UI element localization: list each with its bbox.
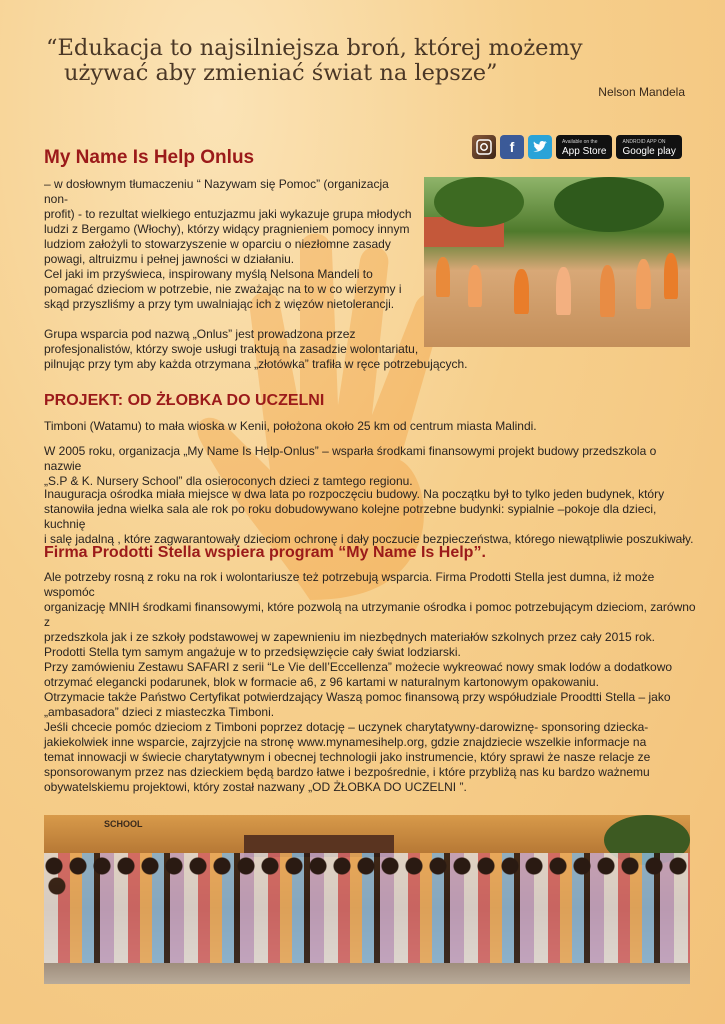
project-heading: PROJEKT: OD ŻŁOBKA DO UCZELNI — [44, 392, 325, 409]
text-line: Prodotti Stella tym samym angażuje w to przedsięwzięcie cały świat lodziarski. — [44, 645, 461, 659]
text-line: Timboni (Watamu) to mała wioska w Kenii, położona około 25 km od centrum miasta Malindi. — [44, 419, 537, 433]
facebook-icon[interactable] — [500, 135, 524, 159]
child-figure — [600, 265, 615, 317]
facebook-glyph: f — [509, 139, 515, 155]
text-line: Grupa wsparcia pod nazwą „Onlus” jest prowadzona przez — [44, 327, 356, 341]
appstore-big-text: App Store — [562, 146, 607, 157]
text-line: jakiekolwiek inne wsparcie, zajrzyjcie na stronę www.mynamesihelp.org, gdzie znajdziecie wszelkie informacje na — [44, 735, 647, 749]
instagram-icon[interactable] — [472, 135, 496, 159]
project-paragraph-1 — [44, 419, 694, 434]
project-paragraph-2 — [44, 444, 694, 489]
text-line: otrzymać elegancki podarunek, blok w formacie a6, z 96 kartami w naturalnym kartonowym opakowaniu. — [44, 675, 599, 689]
intro-paragraph-2 — [44, 267, 416, 312]
child-figure — [664, 253, 678, 299]
text-line: Otrzymacie także Państwo Certyfikat potwierdzający Waszą pomoc finansową przy współudziale Proodtti Stella – jako — [44, 690, 671, 704]
text-line: – w dosłownym tłumaczeniu “ Nazywam się Pomoc” (organizacja non- — [44, 177, 389, 206]
text-line: profit) - to rezultat wielkiego entuzjazmu jaki wykazuje grupa młodych — [44, 207, 412, 221]
text-line: W 2005 roku, organizacja „My Name Is Help-Onlus” – wsparła środkami finansowymi projekt budowy przedszkola o nazwie — [44, 444, 657, 473]
tree-shape — [554, 177, 664, 232]
app-store-badge[interactable] — [556, 135, 612, 159]
photo-children-circle — [424, 177, 690, 347]
tree-shape — [434, 177, 524, 227]
text-line: i salę jadalną , które zagwarantowały dzieciom ochronę i dały poczucie bezpieczeństwa, którego niewątpliwie poszukiwały. — [44, 532, 694, 546]
googleplay-small-text: ANDROID APP ON — [622, 139, 666, 145]
twitter-icon[interactable] — [528, 135, 552, 159]
child-figure — [468, 265, 482, 307]
text-line: Ale potrzeby rosną z roku na rok i wolontariusze też potrzebują wsparcia. Firma Prodotti Stella jest dumna, iż może wspomóc — [44, 570, 655, 599]
child-figure — [514, 269, 529, 314]
text-line: Przy zamówieniu Zestawu SAFARI z serii “Le Vie dell’Eccellenza” możecie wykreować nowy smak lodów a dodatkowo — [44, 660, 673, 674]
text-line: Jeśli chcecie pomóc dzieciom z Timboni poprzez dotację – uczynek charytatywny-darowiznę- sponsoring dziecka- — [44, 720, 649, 734]
text-line: stanowiła jedna wielka sala ale rok po roku dobudowywano kolejne potrzebne budynki: sypialnie –pokoje dla dzieci, kuchnię — [44, 502, 657, 531]
quote-author: Nelson Mandela — [598, 85, 685, 99]
children-heads — [44, 855, 690, 877]
text-line: sponsorowanym przez nas dzieckiem będą bardzo łatwe i bezpośrednie, i które przybliżą nas ku bardzo ważnemu — [44, 765, 650, 779]
text-line: profesjonalistów, którzy swoje usługi traktują na zasadzie wolontariatu, — [44, 342, 419, 356]
page-title: My Name Is Help Onlus — [44, 147, 255, 168]
text-line: pomagać dzieciom w potrzebie, nie zważając na to w co wierzymy i — [44, 282, 402, 296]
stella-heading: Firma Prodotti Stella wspiera program “My Name Is Help”. — [44, 544, 486, 561]
quote-line-1: “Edukacja to najsilniejsza broń, której możemy — [46, 35, 583, 61]
social-badges — [472, 135, 682, 159]
school-sign: SCHOOL — [104, 819, 143, 829]
text-line: obywatelskiemu projektowi, który został nazwany „OD ŻŁOBKA DO UCZELNI ”. — [44, 780, 467, 794]
text-line: „S.P & K. Nursery School” dla osieroconych dzieci z tamtego regionu. — [44, 474, 413, 488]
quote-line-2: używać aby zmieniać świat na lepsze” — [64, 60, 498, 86]
intro-paragraph-3 — [44, 327, 494, 372]
text-line: Cel jaki im przyświeca, inspirowany myślą Nelsona Mandeli to — [44, 267, 373, 281]
googleplay-big-text: Google play — [622, 146, 676, 157]
photo-children-group — [44, 815, 690, 984]
text-line: skąd przyszliśmy a przy tym uwalniając ich z więzów nietolerancji. — [44, 297, 395, 311]
text-line: Inauguracja ośrodka miała miejsce w dwa lata po rozpoczęciu budowy. Na początku był to tylko jeden budynek, który — [44, 487, 665, 501]
text-line: temat innowacji w świecie charytatywnym i obecnej technologii jako instrumencie, który sprawi że nasze relacje ze — [44, 750, 651, 764]
text-line: organizację MNIH środkami finansowymi, które pozwolą na utrzymanie ośrodka i pomoc potrzebującym dzieciom, zarówno z — [44, 600, 696, 629]
text-line: powagi, altruizmu i pełnej jawności w działaniu. — [44, 252, 295, 266]
intro-paragraph-1 — [44, 177, 416, 267]
text-line: pilnując przy tym aby każda otrzymana „złotówka” trafiła w ręce potrzebujących. — [44, 357, 468, 371]
google-play-badge[interactable] — [616, 135, 681, 159]
appstore-small-text: Available on the — [562, 139, 598, 145]
text-line: ludzi z Bergamo (Włochy), którzy widący pragnieniem pomocy innym — [44, 222, 410, 236]
mandela-quote — [46, 36, 686, 86]
text-line: „ambasadora” dzieci z miasteczka Timboni. — [44, 705, 275, 719]
text-line: ludziom założyli to stowarzyszenie w oparciu o niezłomne zasady — [44, 237, 391, 251]
stella-paragraph — [44, 570, 699, 795]
text-line: przedszkola jak i ze szkoły podstawowej w zapewnieniu im niezbędnych materiałów szkolnych przez cały 2015 rok. — [44, 630, 655, 644]
project-paragraph-3 — [44, 487, 699, 547]
child-figure — [556, 267, 571, 315]
child-figure — [636, 259, 651, 309]
child-figure — [436, 257, 450, 297]
